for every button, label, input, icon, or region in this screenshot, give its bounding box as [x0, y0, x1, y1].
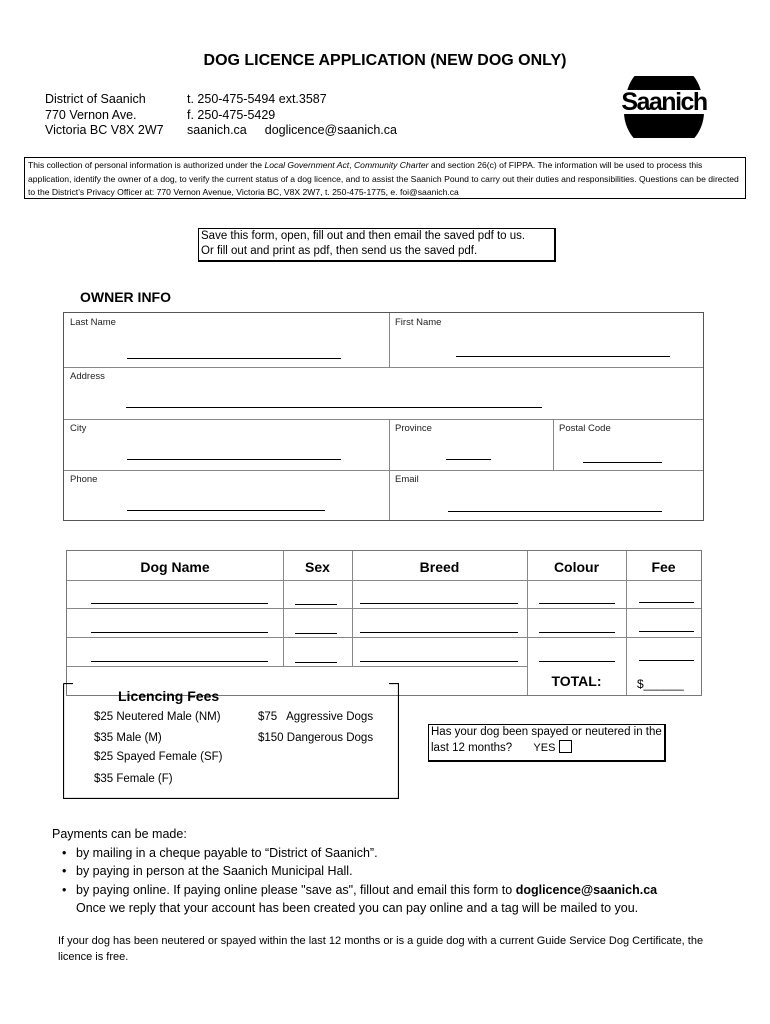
email-label: Email	[395, 474, 419, 485]
spay-question-text: Has your dog been spayed or neutered in the last 12 months?	[431, 726, 662, 754]
first-name-label: First Name	[395, 317, 442, 328]
dog-name-input[interactable]	[91, 661, 268, 662]
colour-input[interactable]	[539, 632, 615, 633]
colour-header: Colour	[553, 559, 600, 575]
payment-option: • by paying online. If paying online please "save as", fillout and email this form to doglicence@saanich.ca	[62, 881, 657, 900]
yes-label: YES	[533, 741, 556, 754]
payment-online-note: Once we reply that your account has been created you can pay online and a tag will be mailed to you.	[76, 901, 639, 915]
district-contact	[187, 92, 397, 139]
fees-title: Licencing Fees	[118, 688, 220, 704]
sex-input[interactable]	[295, 604, 337, 605]
row-divider	[67, 666, 527, 667]
privacy-notice: This collection of personal information is authorized under the Local Government Act, Community Charter and section 26(c) of FIPPA. The information will be used to process this application, identify the owner of a dog, to verify the current status of a dog licence, and to assist the Saanich Pound to carry out their duties and responsibilities. Questions can be directed to the District’s Privacy Officer at: 770 Vernon Avenue, Victoria BC, V8X 2W7, t. 250-475-1775, e. foi@saanich.ca	[24, 157, 746, 199]
yes-checkbox[interactable]	[559, 740, 572, 753]
dog-name-input[interactable]	[91, 603, 268, 604]
total-fee-input[interactable]: $______	[637, 677, 684, 691]
phone-label: Phone	[70, 474, 98, 485]
free-licence-note: If your dog has been neutered or spayed within the last 12 months or is a guide dog with a current Guide Service Dog Certificate, the licence is free.	[58, 935, 704, 963]
email-link[interactable]: doglicence@saanich.ca	[264, 123, 397, 137]
total-label: TOTAL:	[551, 673, 602, 689]
fee-header: Fee	[651, 559, 676, 575]
postal-code-label: Postal Code	[559, 423, 611, 434]
email-line	[448, 511, 662, 512]
fax-number: f. 250-475-5429	[187, 107, 276, 122]
website-link[interactable]: saanich.ca	[187, 123, 247, 137]
row-divider	[67, 580, 701, 581]
city-line	[127, 459, 341, 460]
city-label: City	[70, 423, 87, 434]
payment-option: • by paying in person at the Saanich Municipal Hall.	[62, 862, 657, 881]
breed-input[interactable]	[360, 603, 518, 604]
breed-input[interactable]	[360, 632, 518, 633]
fee-input[interactable]	[639, 631, 694, 632]
fee-item: $75 Aggressive Dogs	[258, 711, 374, 723]
row-divider	[67, 637, 701, 638]
fee-item: $35 Female (F)	[94, 773, 173, 785]
dog-table	[66, 550, 702, 696]
payment-option: • by mailing in a cheque payable to “District of Saanich”.	[62, 844, 657, 863]
address-field[interactable]	[64, 367, 703, 419]
phone-line	[127, 510, 325, 511]
instructions-box	[198, 228, 556, 262]
payment-options	[52, 825, 657, 918]
owner-info-table	[63, 312, 704, 521]
instruction-line: Or fill out and print as pdf, then send us the saved pdf.	[201, 244, 478, 257]
saanich-logo	[612, 76, 716, 138]
postal-code-line	[583, 462, 662, 463]
colour-input[interactable]	[539, 661, 615, 662]
spay-neuter-question	[428, 724, 666, 762]
dog-name-header: Dog Name	[140, 559, 210, 575]
fee-item: $25 Neutered Male (NM)	[94, 711, 221, 723]
province-label: Province	[395, 423, 432, 434]
sex-input[interactable]	[295, 633, 337, 634]
postal-code-field[interactable]	[553, 419, 703, 470]
last-name-line	[127, 358, 341, 359]
province-field[interactable]	[389, 419, 553, 470]
city-field[interactable]	[64, 419, 389, 470]
first-name-field[interactable]	[389, 313, 703, 367]
fee-item: $25 Spayed Female (SF)	[94, 751, 223, 763]
licencing-fees-box	[63, 683, 399, 799]
first-name-line	[456, 356, 670, 357]
phone-field[interactable]	[64, 470, 389, 520]
payment-email-link[interactable]: doglicence@saanich.ca	[515, 882, 658, 897]
address-line: 770 Vernon Ave.	[45, 107, 137, 122]
address-line: District of Saanich	[45, 92, 146, 106]
fee-input[interactable]	[639, 660, 694, 661]
instruction-line: Save this form, open, fill out and then email the saved pdf to us.	[201, 230, 526, 242]
fee-item: $35 Male (M)	[94, 732, 162, 744]
sex-header: Sex	[305, 559, 330, 575]
province-line	[446, 459, 491, 460]
breed-header: Breed	[419, 559, 460, 575]
breed-input[interactable]	[360, 661, 518, 662]
owner-info-heading: OWNER INFO	[80, 289, 171, 305]
fee-input[interactable]	[639, 602, 694, 603]
district-address	[45, 92, 164, 139]
last-name-label: Last Name	[70, 317, 116, 328]
form-title: DOG LICENCE APPLICATION (NEW DOG ONLY)	[203, 52, 567, 69]
fee-item: $150 Dangerous Dogs	[258, 732, 374, 744]
row-divider	[67, 608, 701, 609]
last-name-field[interactable]	[64, 313, 389, 367]
svg-text:Saanich: Saanich	[621, 88, 707, 116]
sex-input[interactable]	[295, 662, 337, 663]
payment-intro: Payments can be made:	[52, 827, 187, 841]
dog-name-input[interactable]	[91, 632, 268, 633]
address-label: Address	[70, 371, 105, 382]
colour-input[interactable]	[539, 603, 615, 604]
address-line	[126, 407, 542, 408]
phone-number: t. 250-475-5494 ext.3587	[187, 92, 327, 106]
email-field[interactable]	[389, 470, 703, 520]
address-line: Victoria BC V8X 2W7	[45, 123, 164, 137]
